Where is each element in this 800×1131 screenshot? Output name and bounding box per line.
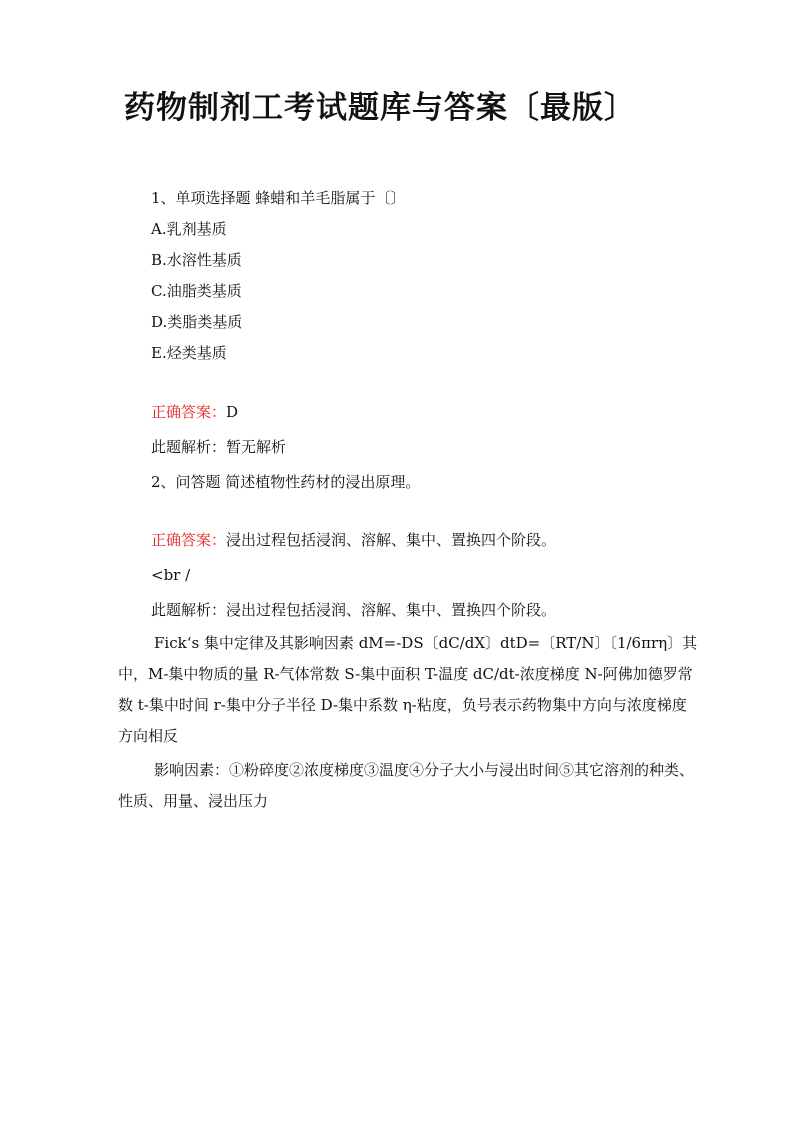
fick-law-paragraph: Fick‘s 集中定律及其影响因素 dM=-DS〔dC/dX〕dtD=〔RT/N〕〔1/6πrη〕其中，M-集中物质的量 R-气体常数 S-集中面积 T-温度 dC/dt-浓度梯度 N-阿佛加德罗常数 t-集中时间 r-集中分子半径 D-集中系数 η-粘度，负号表示药物集中方向与浓度梯度方向相反 [118,634,698,745]
option-c: C.油脂类基质 [151,282,242,300]
br-artifact-text: <br / [151,566,191,584]
option-b: B.水溶性基质 [151,251,242,269]
option-d: D.类脂类基质 [151,313,243,331]
analysis-value: 浸出过程包括浸润、溶解、集中、置换四个阶段。 [226,601,557,619]
option-e: E.烃类基质 [151,344,227,362]
analysis-value: 暂无解析 [226,438,287,456]
question-2-stem: 2、问答题 简述植物性药材的浸出原理。 [151,473,421,491]
analysis-label: 此题解析： [151,601,227,619]
answer-label: 正确答案： [151,403,227,421]
answer-value: D [226,403,239,421]
question-2-answer [151,530,556,550]
question-1-analysis [151,437,286,457]
question-1-answer [151,402,238,422]
option-a: A.乳剂基质 [151,220,227,238]
question-1-stem: 1、单项选择题 蜂蜡和羊毛脂属于〔〕 [151,189,406,207]
influence-factors-paragraph: 影响因素：①粉碎度②浓度梯度③温度④分子大小与浸出时间⑤其它溶剂的种类、性质、用量、浸出压力 [118,761,695,810]
answer-value: 浸出过程包括浸润、溶解、集中、置换四个阶段。 [226,531,557,549]
analysis-label: 此题解析： [151,438,227,456]
question-2-analysis [151,600,556,620]
page-title: 药物制剂工考试题库与答案〔最版〕 [124,90,636,126]
answer-label: 正确答案： [151,531,227,549]
